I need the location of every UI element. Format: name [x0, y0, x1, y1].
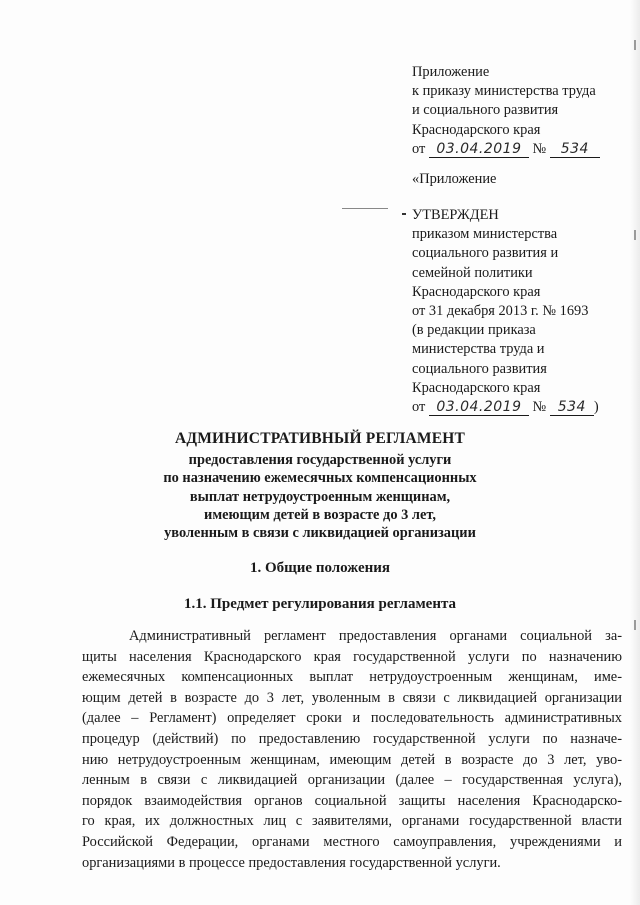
- approval-intro-text: «Приложение: [412, 171, 497, 187]
- approved-label: УТВЕРЖДЕН: [412, 207, 499, 223]
- approval-line: социального развития: [412, 360, 547, 377]
- approval-line: семейной политики: [412, 264, 533, 281]
- number-sign: №: [532, 398, 547, 415]
- approval-line: от 31 декабря 2013 г. № 1693: [412, 302, 589, 319]
- title-line: имеющим детей в возрасте до 3 лет,: [204, 506, 436, 523]
- approval-line: Краснодарского края: [412, 283, 541, 300]
- number-sign: №: [532, 140, 547, 157]
- closing-parenthesis: ): [593, 398, 599, 415]
- subsection-heading: 1.1. Предмет регулирования регламента: [183, 596, 457, 612]
- approval-intro: [412, 170, 496, 189]
- scan-artifact: [342, 208, 388, 209]
- paragraph-line: Российской Федерации, органами местного самоуправления, учреждениями и: [82, 833, 622, 850]
- handwritten-number: 534: [550, 400, 594, 416]
- title-line: уволенным в связи с ликвидацией организации: [164, 525, 476, 542]
- approval-line: приказом министерства: [412, 226, 558, 243]
- paragraph-line: процедур (действий) по предоставлению государственной услуги по назначе-: [82, 730, 622, 747]
- appendix-header-line: и социального развития: [412, 102, 559, 119]
- paragraph-line: ленным в связи с ликвидацией организации (далее – государственная услуга),: [82, 772, 622, 789]
- approval-line: министерства труда и: [412, 341, 545, 358]
- section-heading: 1. Общие положения: [249, 560, 391, 576]
- document-title: [0, 430, 640, 542]
- paragraph-line: организациями в процессе предоставления государственной услуги.: [82, 854, 501, 871]
- scan-artifact: [402, 213, 406, 215]
- approval-date-line: [412, 398, 599, 417]
- title-line: выплат нетрудоустроенным женщинам,: [189, 488, 451, 505]
- approval-line: социального развития и: [412, 245, 559, 262]
- paragraph-line: порядок взаимодействия органов социальной защиты населения Краснодарско-: [82, 792, 622, 809]
- approval-block: [412, 206, 599, 417]
- title-line: предоставления государственной услуги: [188, 452, 452, 469]
- paragraph-line: нию нетрудоустроенным женщинам, имеющим детей в возрасте до 3 лет, уво-: [82, 751, 622, 768]
- appendix-header-line: Приложение: [412, 64, 490, 80]
- handwritten-date: 03.04.2019: [429, 142, 529, 158]
- appendix-header-line: к приказу министерства труда: [412, 83, 596, 100]
- paragraph-line: щиты населения Краснодарского края государственной услуги по назначению: [82, 648, 622, 665]
- appendix-header-line: Краснодарского края: [412, 121, 541, 138]
- paragraph-line: ежемесячных компенсационных выплат нетрудоустроенным женщинам, име-: [82, 669, 622, 686]
- title-line: по назначению ежемесячных компенсационных: [163, 470, 477, 487]
- approval-line: (в редакции приказа: [412, 322, 536, 339]
- handwritten-date: 03.04.2019: [429, 400, 529, 416]
- approval-line: Краснодарского края: [412, 379, 541, 396]
- title-main: АДМИНИСТРАТИВНЫЙ РЕГЛАМЕНТ: [174, 430, 466, 447]
- appendix-date-line: [412, 140, 600, 159]
- paragraph-line: ющим детей в возрасте до 3 лет, уволенным в связи с ликвидацией организации: [82, 689, 622, 706]
- paragraph-line: (далее – Регламент) определяет сроки и последовательность административных: [82, 710, 622, 727]
- body-paragraph: [82, 626, 622, 873]
- scan-edge-mark: [634, 620, 636, 630]
- date-prefix: от: [412, 398, 426, 415]
- scan-edge-mark: [634, 40, 636, 50]
- paragraph-line: го края, их должностных лиц с заявителями, органами государственной власти: [82, 813, 622, 830]
- paragraph-line: Административный регламент предоставления органами социальной за-: [129, 628, 622, 644]
- appendix-header: [412, 63, 600, 159]
- handwritten-number: 534: [550, 142, 600, 158]
- scan-edge-mark: [634, 230, 636, 240]
- date-prefix: от: [412, 140, 426, 157]
